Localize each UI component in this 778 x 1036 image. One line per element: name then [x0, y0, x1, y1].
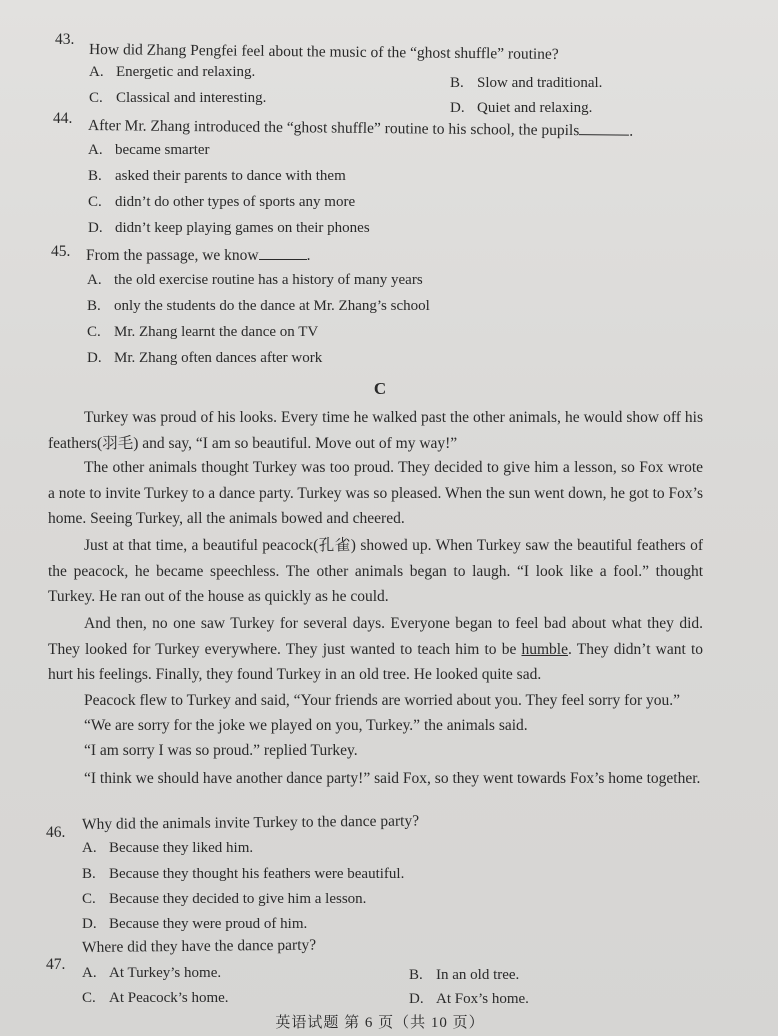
option-a: A. Because they liked him. — [82, 840, 254, 856]
passage-paragraph: The other animals thought Turkey was too proud. They decided to give him a lesson, so Fox wrote a note to invite Turkey to a dance party. Turkey was so pleased. When the sun went down, he got to Fox’s home. Seeing Turkey, all the animals bowed and cheered. — [48, 459, 703, 527]
option-c: C. Classical and interesting. — [89, 90, 267, 106]
option-d: D. Quiet and relaxing. — [450, 100, 593, 116]
question-number: 45. — [51, 243, 71, 260]
option-b: B. In an old tree. — [409, 967, 520, 983]
question-text: From the passage, we know . — [86, 247, 311, 264]
passage-paragraph: “We are sorry for the joke we played on you, Turkey.” the animals said. — [84, 717, 528, 734]
option-a: A. the old exercise routine has a history of many years — [87, 272, 423, 288]
option-a: A. At Turkey’s home. — [82, 965, 222, 981]
question-text: Where did they have the dance party? — [81, 936, 317, 956]
page-footer: 英语试题 第 6 页（共 10 页） — [275, 1015, 485, 1031]
question-text: How did Zhang Pengfei feel about the music of the “ghost shuffle” routine? — [88, 41, 559, 63]
option-d: D. Mr. Zhang often dances after work — [87, 350, 323, 366]
question-number: 44. — [53, 110, 73, 127]
answer-blank — [259, 247, 307, 260]
passage-paragraph: And then, no one saw Turkey for several days. Everyone began to feel bad about what they did. They looked for Turkey everywhere. They just wanted to teach him to be humble. They didn’t want to hurt his feelings. Finally, they found Turkey in an old tree. He looked quite sad. — [48, 615, 703, 683]
question-number: 43. — [55, 31, 75, 48]
passage-paragraph: Just at that time, a beautiful peacock(孔雀) showed up. When Turkey saw the beautiful feathers of the peacock, he became speechless. The other animals began to laugh. “I look like a fool.” thought Turkey. He ran out of the house as quickly as he could. — [48, 537, 703, 605]
option-b: B. Because they thought his feathers were beautiful. — [82, 866, 405, 882]
underlined-word: humble — [521, 640, 568, 658]
passage-paragraph: Turkey was proud of his looks. Every time he walked past the other animals, he would show off his feathers(羽毛) and say, “I am so beautiful. Move out of my way!” — [48, 409, 703, 452]
option-c: C. didn’t do other types of sports any more — [88, 194, 356, 210]
option-d: D. Because they were proud of him. — [82, 916, 308, 932]
passage-paragraph: Peacock flew to Turkey and said, “Your friends are worried about you. They feel sorry for you.” — [84, 692, 681, 709]
question-text: Why did the animals invite Turkey to the dance party? — [81, 812, 420, 833]
question-number: 46. — [46, 824, 66, 841]
option-b: B. only the students do the dance at Mr. Zhang’s school — [87, 298, 430, 314]
option-a: A. became smarter — [88, 142, 210, 158]
question-number: 47. — [46, 956, 66, 973]
option-d: D. didn’t keep playing games on their phones — [88, 220, 370, 236]
answer-blank — [579, 122, 629, 136]
option-a: A. Energetic and relaxing. — [89, 64, 256, 80]
option-d: D. At Fox’s home. — [409, 991, 529, 1007]
option-b: B. Slow and traditional. — [450, 75, 603, 91]
passage-paragraph: “I am sorry I was so proud.” replied Turkey. — [84, 742, 358, 759]
question-text: After Mr. Zhang introduced the “ghost shuffle” routine to his school, the pupils . — [87, 117, 634, 140]
passage-paragraph: “I think we should have another dance party!” said Fox, so they went towards Fox’s home together. — [84, 770, 701, 787]
section-heading: C — [373, 379, 387, 398]
option-c: C. Because they decided to give him a lesson. — [82, 891, 367, 907]
option-c: C. At Peacock’s home. — [82, 990, 229, 1006]
option-c: C. Mr. Zhang learnt the dance on TV — [87, 324, 319, 340]
option-b: B. asked their parents to dance with them — [88, 168, 346, 184]
